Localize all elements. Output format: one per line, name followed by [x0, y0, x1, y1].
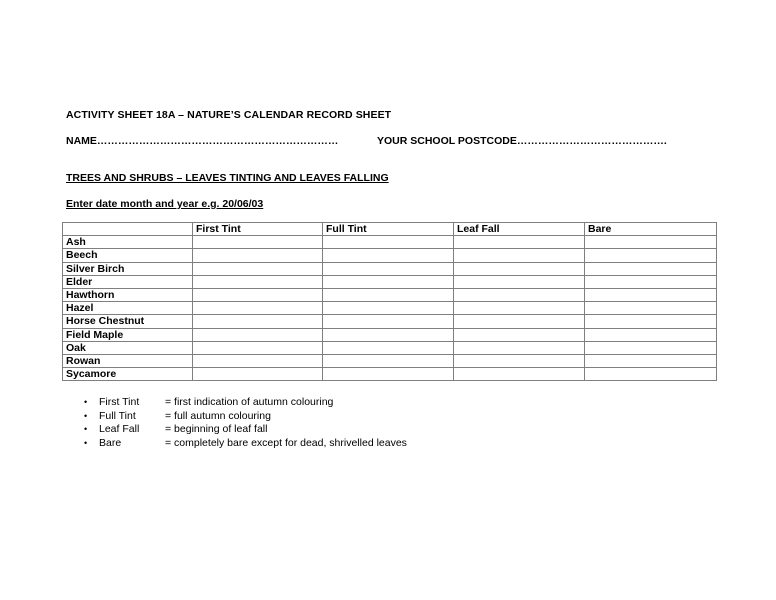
date-cell-bare[interactable] — [585, 341, 717, 354]
date-cell-first-tint[interactable] — [193, 354, 323, 367]
date-cell-leaf-fall[interactable] — [454, 354, 585, 367]
date-cell-full-tint[interactable] — [323, 341, 454, 354]
date-cell-full-tint[interactable] — [323, 249, 454, 262]
tree-name-cell: Hawthorn — [63, 288, 193, 301]
header-full-tint: Full Tint — [323, 223, 454, 236]
table-row — [63, 302, 717, 315]
date-cell-full-tint[interactable] — [323, 288, 454, 301]
date-cell-bare[interactable] — [585, 288, 717, 301]
table-row — [63, 354, 717, 367]
date-cell-leaf-fall[interactable] — [454, 368, 585, 381]
date-cell-first-tint[interactable] — [193, 249, 323, 262]
table-header-row — [63, 223, 717, 236]
date-cell-first-tint[interactable] — [193, 288, 323, 301]
tree-name-cell: Silver Birch — [63, 262, 193, 275]
table-row — [63, 328, 717, 341]
date-cell-leaf-fall[interactable] — [454, 341, 585, 354]
date-cell-first-tint[interactable] — [193, 328, 323, 341]
date-cell-full-tint[interactable] — [323, 368, 454, 381]
table-body — [63, 236, 717, 381]
date-cell-first-tint[interactable] — [193, 236, 323, 249]
date-cell-full-tint[interactable] — [323, 275, 454, 288]
record-table — [62, 222, 717, 381]
date-cell-bare[interactable] — [585, 302, 717, 315]
table-row — [63, 236, 717, 249]
date-cell-leaf-fall[interactable] — [454, 275, 585, 288]
table-row — [63, 288, 717, 301]
date-instruction: Enter date month and year e.g. 20/06/03 — [66, 198, 264, 210]
bullet-icon: • — [84, 410, 88, 421]
tree-name-cell: Elder — [63, 275, 193, 288]
tree-name-cell: Horse Chestnut — [63, 315, 193, 328]
tree-name-cell: Field Maple — [63, 328, 193, 341]
date-cell-full-tint[interactable] — [323, 328, 454, 341]
date-cell-leaf-fall[interactable] — [454, 315, 585, 328]
table-row — [63, 249, 717, 262]
legend-definition: = first indication of autumn colouring — [165, 396, 334, 408]
date-cell-full-tint[interactable] — [323, 315, 454, 328]
date-cell-first-tint[interactable] — [193, 262, 323, 275]
date-cell-leaf-fall[interactable] — [454, 236, 585, 249]
date-cell-full-tint[interactable] — [323, 236, 454, 249]
bullet-icon: • — [84, 424, 88, 434]
tree-name-cell: Beech — [63, 249, 193, 262]
tree-name-cell: Rowan — [63, 354, 193, 367]
date-cell-leaf-fall[interactable] — [454, 288, 585, 301]
tree-name-cell: Hazel — [63, 302, 193, 315]
postcode-field-label: YOUR SCHOOL POSTCODE……………………………………. — [377, 135, 667, 147]
date-cell-bare[interactable] — [585, 328, 717, 341]
date-cell-first-tint[interactable] — [193, 275, 323, 288]
sheet-title: ACTIVITY SHEET 18A – NATURE’S CALENDAR RECORD SHEET — [66, 109, 392, 121]
legend-term: Leaf Fall — [99, 423, 140, 435]
date-cell-first-tint[interactable] — [193, 341, 323, 354]
header-tree-column — [63, 223, 193, 236]
date-cell-leaf-fall[interactable] — [454, 249, 585, 262]
date-cell-bare[interactable] — [585, 262, 717, 275]
tree-name-cell: Ash — [63, 236, 193, 249]
legend-term: Full Tint — [99, 409, 136, 422]
legend-term: First Tint — [99, 396, 140, 408]
date-cell-bare[interactable] — [585, 315, 717, 328]
bullet-icon: • — [84, 437, 88, 448]
date-cell-leaf-fall[interactable] — [454, 328, 585, 341]
bullet-icon: • — [84, 397, 88, 407]
date-cell-bare[interactable] — [585, 368, 717, 381]
table-row — [63, 341, 717, 354]
date-cell-bare[interactable] — [585, 236, 717, 249]
date-cell-leaf-fall[interactable] — [454, 302, 585, 315]
legend-term: Bare — [99, 436, 122, 449]
name-field-label: NAME…………………………………………………………… — [66, 135, 339, 147]
table-row — [63, 315, 717, 328]
date-cell-bare[interactable] — [585, 249, 717, 262]
header-first-tint: First Tint — [193, 223, 323, 236]
header-bare: Bare — [585, 223, 717, 236]
date-cell-first-tint[interactable] — [193, 315, 323, 328]
date-cell-leaf-fall[interactable] — [454, 262, 585, 275]
table-row — [63, 368, 717, 381]
legend-definition: = beginning of leaf fall — [165, 423, 268, 435]
tree-name-cell: Oak — [63, 341, 193, 354]
header-leaf-fall: Leaf Fall — [454, 223, 585, 236]
date-cell-first-tint[interactable] — [193, 302, 323, 315]
legend-definition: = full autumn colouring — [165, 409, 271, 422]
legend-definition: = completely bare except for dead, shrivelled leaves — [165, 436, 407, 449]
date-cell-bare[interactable] — [585, 275, 717, 288]
table-row — [63, 275, 717, 288]
date-cell-full-tint[interactable] — [323, 354, 454, 367]
date-cell-bare[interactable] — [585, 354, 717, 367]
date-cell-full-tint[interactable] — [323, 262, 454, 275]
date-cell-full-tint[interactable] — [323, 302, 454, 315]
section-title: TREES AND SHRUBS – LEAVES TINTING AND LEAVES FALLING — [66, 172, 389, 184]
tree-name-cell: Sycamore — [63, 368, 193, 381]
table-row — [63, 262, 717, 275]
date-cell-first-tint[interactable] — [193, 368, 323, 381]
